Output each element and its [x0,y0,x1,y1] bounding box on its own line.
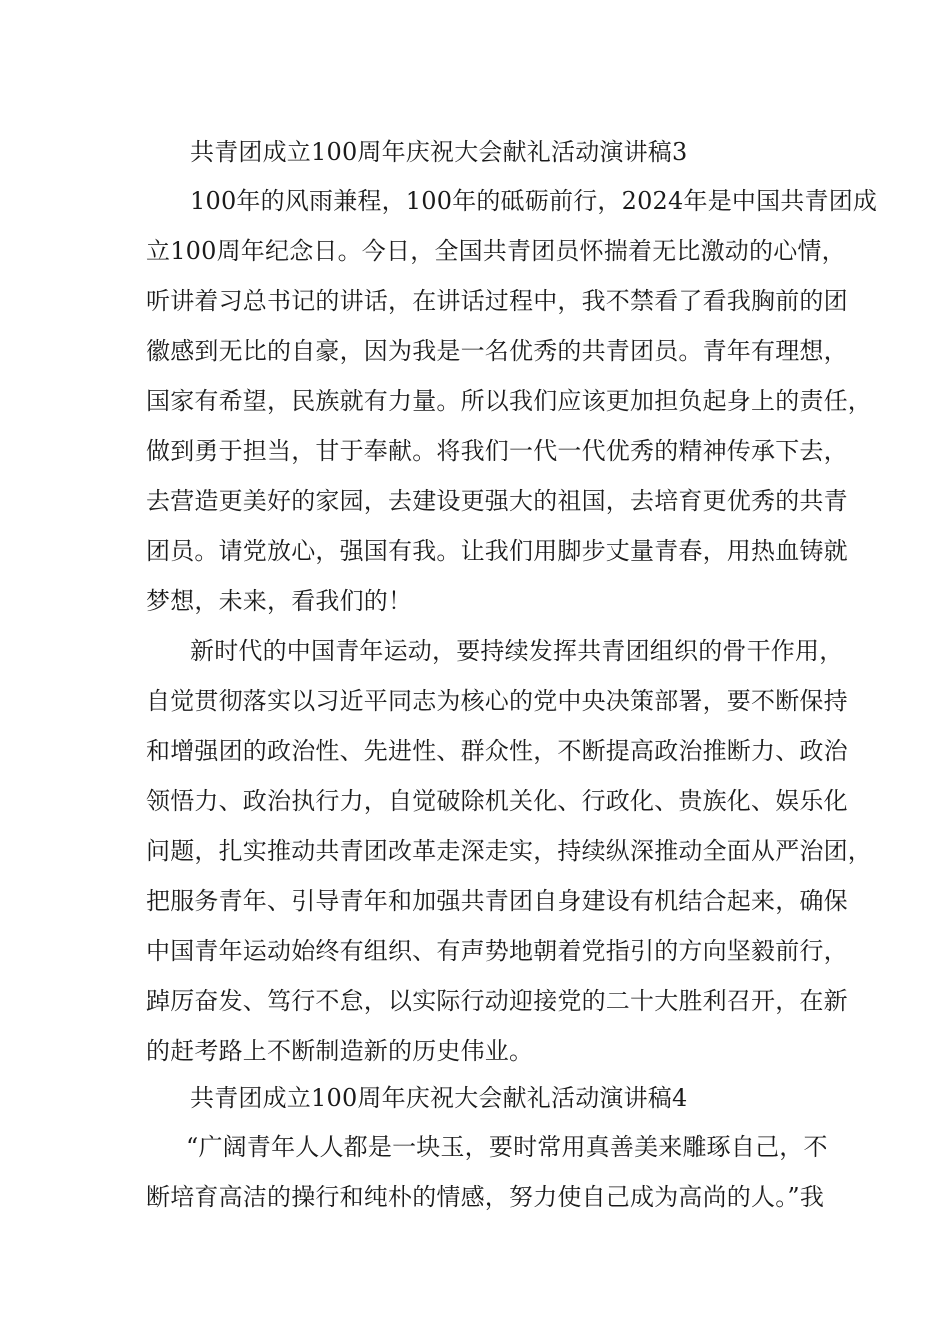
paragraph-line: 的赶考路上不断制造新的历史伟业。 [146,1037,534,1065]
paragraph-line: 徽感到无比的自豪，因为我是一名优秀的共青团员。青年有理想， [146,337,848,365]
paragraph-line: 听讲着习总书记的讲话，在讲话过程中，我不禁看了看我胸前的团 [146,287,848,315]
section-heading-4: 共青团成立100周年庆祝大会献礼活动演讲稿4 [190,1084,688,1112]
section-heading-3: 共青团成立100周年庆祝大会献礼活动演讲稿3 [190,138,688,166]
paragraph-line: “广阔青年人人都是一块玉，要时常用真善美来雕琢自己，不 [186,1133,828,1161]
paragraph-line: 梦想，未来，看我们的！ [146,587,413,615]
paragraph-line: 中国青年运动始终有组织、有声势地朝着党指引的方向坚毅前行， [146,937,848,965]
paragraph-line: 自觉贯彻落实以习近平同志为核心的党中央决策部署，要不断保持 [146,687,848,715]
paragraph-line: 去营造更美好的家园，去建设更强大的祖国，去培育更优秀的共青 [146,487,848,515]
paragraph-line: 100年的风雨兼程，100年的砥砺前行，2024年是中国共青团成 [190,187,878,215]
paragraph-line: 领悟力、政治执行力，自觉破除机关化、行政化、贵族化、娱乐化 [146,787,848,815]
paragraph-line: 国家有希望，民族就有力量。所以我们应该更加担负起身上的责任， [146,387,872,415]
paragraph-line: 问题，扎实推动共青团改革走深走实，持续纵深推动全面从严治团， [146,837,872,865]
paragraph-line: 断培育高洁的操行和纯朴的情感，努力使自己成为高尚的人。”我 [146,1183,825,1211]
paragraph-line: 团员。请党放心，强国有我。让我们用脚步丈量青春，用热血铸就 [146,537,848,565]
paragraph-line: 和增强团的政治性、先进性、群众性，不断提高政治推断力、政治 [146,737,848,765]
paragraph-line: 新时代的中国青年运动，要持续发挥共青团组织的骨干作用， [190,637,844,665]
paragraph-line: 做到勇于担当，甘于奉献。将我们一代一代优秀的精神传承下去， [146,437,848,465]
paragraph-line: 立100周年纪念日。今日，全国共青团员怀揣着无比激动的心情， [146,237,846,265]
paragraph-line: 把服务青年、引导青年和加强共青团自身建设有机结合起来，确保 [146,887,848,915]
paragraph-line: 踔厉奋发、笃行不怠，以实际行动迎接党的二十大胜利召开，在新 [146,987,848,1015]
